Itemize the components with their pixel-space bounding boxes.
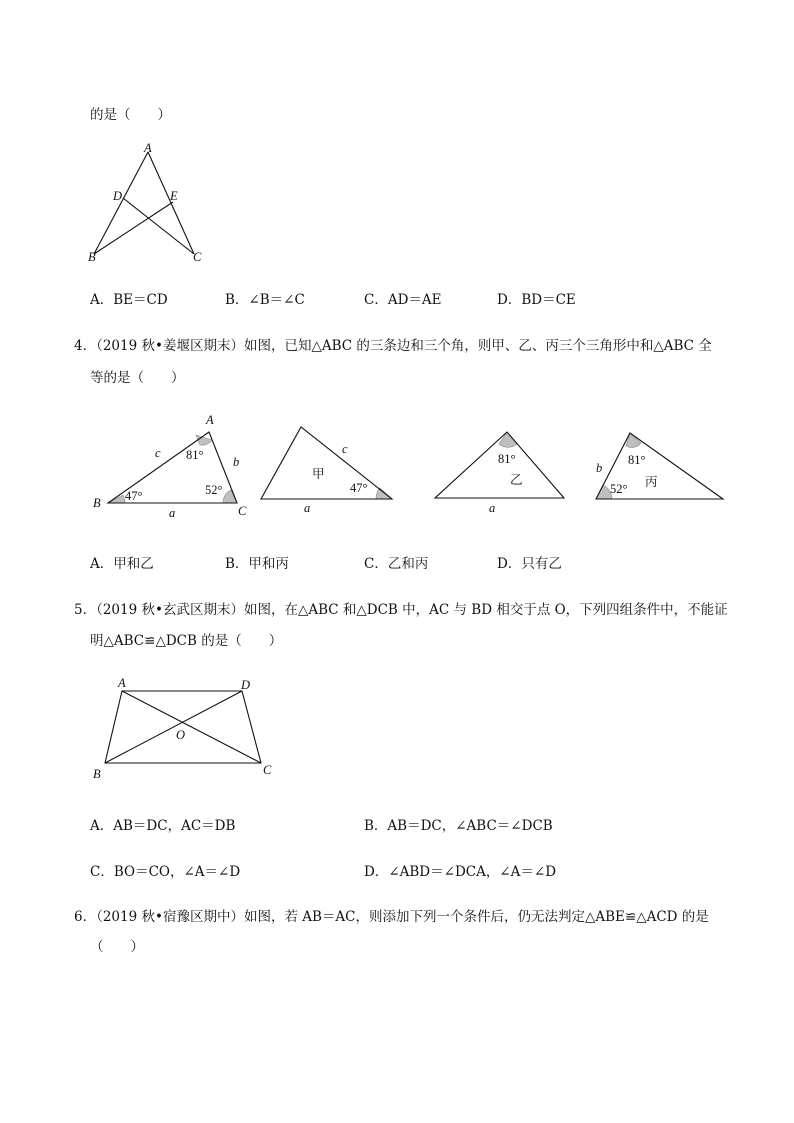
q5-figure bbox=[85, 670, 285, 785]
angle-81: 81° bbox=[186, 448, 204, 462]
q4-figure bbox=[85, 408, 745, 523]
triangle-abc bbox=[93, 413, 247, 520]
q3-option-c[interactable]: C．AD＝AE bbox=[364, 292, 442, 308]
label-b: B bbox=[88, 250, 96, 264]
segment-cd bbox=[123, 198, 194, 254]
triangle-bing bbox=[596, 433, 723, 499]
label-a: A bbox=[118, 676, 126, 690]
label-c: C bbox=[263, 763, 272, 777]
angle-47-jia: 47° bbox=[350, 481, 368, 495]
segment-bd bbox=[105, 691, 242, 763]
triangle-jia bbox=[261, 427, 392, 515]
label-side-a-jia: a bbox=[304, 501, 311, 515]
q3-stem-tail: 的是（ ） bbox=[90, 107, 171, 123]
label-c: C bbox=[193, 250, 202, 264]
label-e: E bbox=[170, 189, 178, 203]
q6-stem-line2: （ ） bbox=[90, 939, 144, 955]
label-a: A bbox=[144, 141, 152, 155]
label-side-b: b bbox=[233, 455, 240, 469]
angle-81-yi: 81° bbox=[498, 452, 516, 466]
q4-stem-line2: 等的是（ ） bbox=[90, 370, 185, 386]
q4-option-a[interactable]: A．甲和乙 bbox=[90, 556, 154, 572]
label-jia: 甲 bbox=[312, 466, 325, 481]
q3-option-d[interactable]: D．BD＝CE bbox=[497, 292, 576, 308]
label-d: D bbox=[241, 678, 251, 692]
q6-stem-line1: 6．（2019 秋•宿豫区期中）如图，若 AB＝AC，则添加下列一个条件后，仍无法判定△ABE≌△ACD 的是 bbox=[74, 909, 709, 925]
label-side-a-yi: a bbox=[489, 501, 496, 515]
label-side-b-bing: b bbox=[596, 461, 603, 475]
label-side-c: c bbox=[155, 446, 161, 460]
triangle-yi bbox=[435, 432, 564, 515]
label-b: B bbox=[93, 496, 101, 510]
q4-stem-line1: 4．（2019 秋•姜堰区期末）如图，已知△ABC 的三条边和三个角，则甲、乙、丙三个三角形中和△ABC 全 bbox=[74, 338, 712, 354]
q4-option-d[interactable]: D．只有乙 bbox=[497, 556, 562, 572]
label-o: O bbox=[176, 728, 186, 742]
angle-47: 47° bbox=[125, 489, 143, 503]
q5-stem-line1: 5．（2019 秋•玄武区期末）如图，在△ABC 和△DCB 中，AC 与 BD 相交于点 O，下列四组条件中，不能证 bbox=[74, 602, 728, 618]
angle-52-bing: 52° bbox=[610, 482, 628, 496]
q5-stem-line2: 明△ABC≌△DCB 的是（ ） bbox=[90, 633, 283, 649]
label-a: A bbox=[206, 413, 214, 427]
q4-option-b[interactable]: B．甲和丙 bbox=[225, 556, 289, 572]
q5-option-a[interactable]: A．AB＝DC，AC＝DB bbox=[90, 818, 236, 834]
label-b: B bbox=[93, 767, 101, 781]
label-side-c-jia: c bbox=[342, 442, 348, 456]
q5-option-c[interactable]: C．BO＝CO，∠A＝∠D bbox=[90, 864, 241, 880]
trapezoid-abcd bbox=[105, 691, 261, 763]
segment-ab bbox=[94, 152, 148, 254]
angle-52: 52° bbox=[205, 483, 223, 497]
q3-option-a[interactable]: A．BE＝CD bbox=[90, 292, 168, 308]
label-bing: 丙 bbox=[645, 474, 658, 489]
q3-option-b[interactable]: B．∠B＝∠C bbox=[225, 292, 305, 308]
angle-81-bing: 81° bbox=[628, 453, 646, 467]
q5-option-b[interactable]: B．AB＝DC，∠ABC＝∠DCB bbox=[364, 818, 553, 834]
q3-figure bbox=[80, 138, 220, 268]
label-yi: 乙 bbox=[510, 472, 523, 487]
label-d: D bbox=[113, 189, 123, 203]
segment-ac bbox=[122, 691, 261, 763]
label-side-a: a bbox=[169, 506, 176, 520]
label-c: C bbox=[238, 504, 247, 518]
q4-option-c[interactable]: C．乙和丙 bbox=[364, 556, 429, 572]
q5-option-d[interactable]: D．∠ABD＝∠DCA，∠A＝∠D bbox=[364, 864, 557, 880]
